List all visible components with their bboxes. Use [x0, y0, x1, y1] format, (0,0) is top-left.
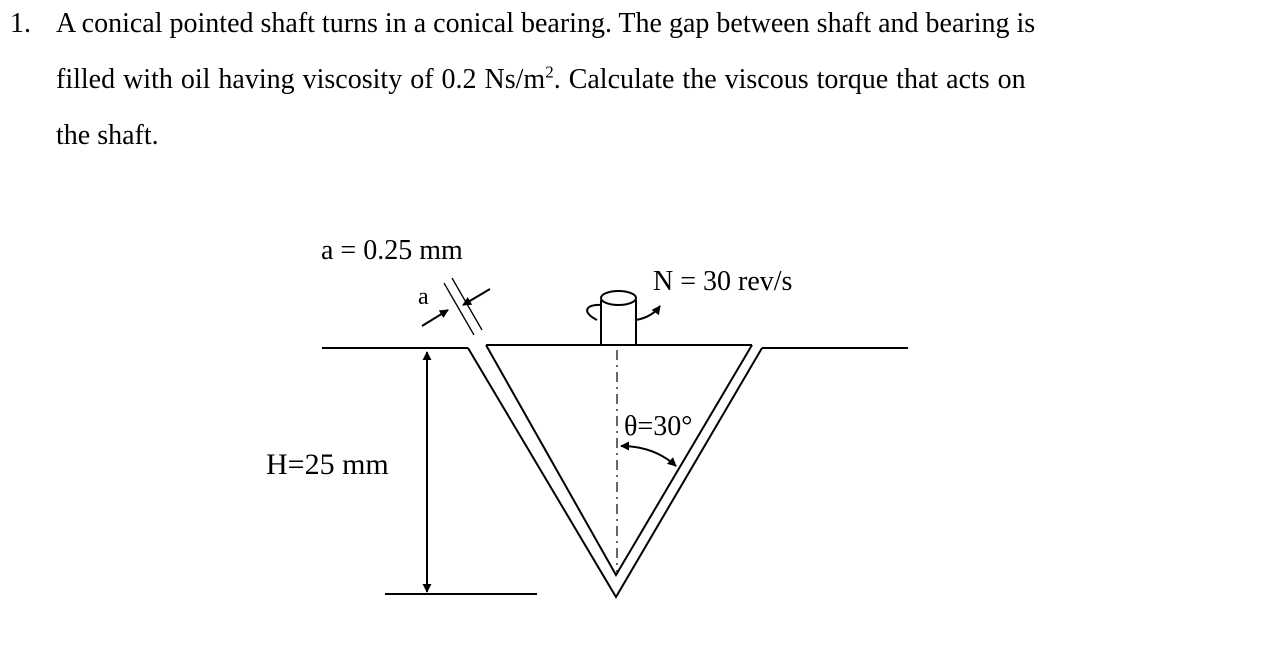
angle-label: θ=30°: [624, 411, 693, 442]
gap-symbol-label: a: [418, 284, 429, 310]
rotation-arrow: [587, 305, 660, 320]
shaft-cone-outline: [486, 345, 752, 575]
speed-label: N = 30 rev/s: [653, 266, 793, 297]
problem-text-line-2-end: . Calculate the viscous torque that acts on: [553, 64, 1026, 95]
problem-text-line-1: A conical pointed shaft turns in a conical bearing. The gap between shaft and bearing is: [56, 8, 1036, 39]
height-label: H=25 mm: [266, 448, 389, 481]
gap-arrow-left: [422, 310, 448, 326]
problem-number: 1.: [10, 8, 31, 39]
gap-arrow-right: [463, 289, 490, 305]
superscript-exponent: 2: [545, 62, 554, 82]
shaft-stub: [601, 291, 636, 345]
bearing-cone-outline: [468, 348, 762, 597]
problem-text-line-3: the shaft.: [56, 120, 159, 151]
angle-arc-arrow: [621, 446, 676, 466]
problem-text-line-2-start: filled with oil having viscosity of 0.2 Ns/m: [56, 64, 546, 95]
gap-label: a = 0.25 mm: [321, 235, 463, 266]
